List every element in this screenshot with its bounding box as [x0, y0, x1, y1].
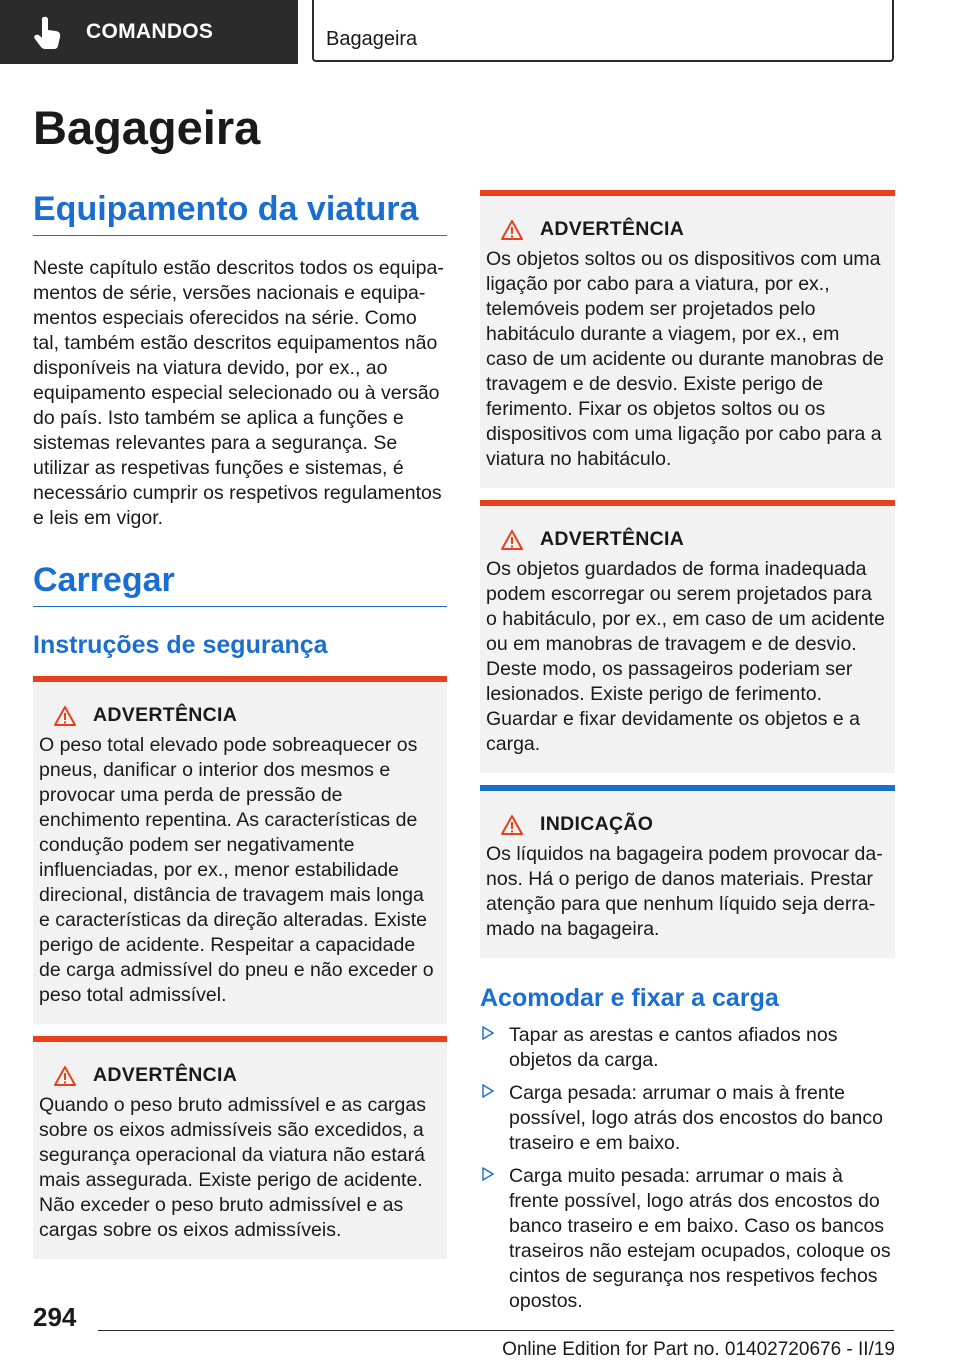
- warning-title: ADVERTÊNCIA: [93, 1064, 238, 1086]
- right-column: [480, 190, 895, 1322]
- warning-box-peso-bruto: [33, 1036, 447, 1259]
- warning-box-objetos-soltos: [480, 190, 895, 488]
- warning-box-peso-total: [33, 676, 447, 1024]
- heading-acomodar: Acomodar e fixar a carga: [480, 984, 779, 1012]
- left-column: [33, 190, 447, 1259]
- warning-triangle-icon: [500, 814, 524, 836]
- footer-divider: [98, 1330, 894, 1331]
- warning-triangle-icon: [53, 1065, 77, 1087]
- heading-equipamento: Equipamento da viatura: [33, 190, 447, 236]
- warning-box-objetos-guardados: [480, 500, 895, 773]
- list-item: [480, 1164, 895, 1314]
- heading-instrucoes-seguranca: Instruções de segurança: [33, 631, 328, 659]
- page-title: Bagageira: [33, 101, 261, 154]
- triangle-bullet-icon: [482, 1084, 494, 1098]
- steps-list: [480, 1023, 895, 1314]
- warning-triangle-icon: [500, 219, 524, 241]
- heading-carregar: Carregar: [33, 561, 447, 607]
- step-text: Carga muito pesada: arrumar o mais à frente possível, logo atrás dos encostos do banco traseiro e em baixo. Caso os bancos traseiros não estejam ocupados, coloque os cintos de segurança nos respetivos fechos opostos.: [509, 1165, 891, 1312]
- warning-text: Quando o peso bruto admissível e as cargas sobre os eixos admissíveis são excedidos, a segurança operacional da viatura não estará mais assegurada. Existe perigo de acidente. Não exceder o peso bruto admissível e as cargas sobre os eixos admissíveis.: [39, 1094, 426, 1241]
- subsection-header: [312, 0, 894, 62]
- note-box-liquidos: [480, 785, 895, 958]
- list-item: [480, 1081, 895, 1156]
- paragraph-equipamento: Neste capítulo estão descritos todos os equipamentos de série, versões nacionais e equipamentos especiais oferecidos na série. Como tal, também estão descritos equipamentos não disponíveis na viatura devido, por ex., ao equipamento especial selecionado ou à versão do país. Isto também se aplica a funções e sistemas relevantes para a segurança. Se utilizar as respetivas funções e sistemas, é necessário cumprir os respetivos regulamentos e leis em vigor.: [33, 257, 444, 529]
- warning-title: ADVERTÊNCIA: [540, 218, 685, 240]
- warning-triangle-icon: [53, 705, 77, 727]
- page-number: 294: [33, 1302, 77, 1332]
- note-text: Os líquidos na bagageira podem provocar danos. Há o perigo de danos materiais. Prestar atenção para que nenhum líquido seja derramado na bagageira.: [486, 843, 883, 940]
- section-label: COMANDOS: [86, 20, 214, 43]
- warning-title: ADVERTÊNCIA: [93, 704, 238, 726]
- edition-footer: Online Edition for Part no. 01402720676 - II/19: [502, 1339, 895, 1360]
- step-text: Tapar as arestas e cantos afiados nos objetos da carga.: [509, 1024, 838, 1071]
- subsection-label: Bagageira: [326, 28, 418, 50]
- warning-text: Os objetos guardados de forma inadequada podem escorregar ou serem projetados para o habitáculo, por ex., em caso de um acidente ou em manobras de travagem e de desvio. Deste modo, os passageiros poderiam ser lesionados. Existe perigo de ferimento. Guardar e fixar devidamente os objetos e a carga.: [486, 558, 885, 755]
- triangle-bullet-icon: [482, 1167, 494, 1181]
- warning-text: O peso total elevado pode sobreaquecer os pneus, danificar o interior dos mesmos e provocar uma perda de pressão de enchimento repentina. As características de condução podem ser negativamente influenciadas, por ex., menor estabilidade direcional, distância de travagem mais longa e características da direção alteradas. Existe perigo de acidente. Respeitar a capacidade de carga admissível do pneu e não exceder o peso total admissível.: [39, 734, 434, 1006]
- warning-triangle-icon: [500, 529, 524, 551]
- hand-pointer-icon: [34, 12, 74, 52]
- list-item: [480, 1023, 895, 1073]
- triangle-bullet-icon: [482, 1026, 494, 1040]
- section-header-tab: [0, 0, 298, 64]
- note-title: INDICAÇÃO: [540, 813, 654, 835]
- step-text: Carga pesada: arrumar o mais à frente possível, logo atrás dos encostos do banco traseiro e em baixo.: [509, 1082, 883, 1154]
- warning-title: ADVERTÊNCIA: [540, 528, 685, 550]
- warning-text: Os objetos soltos ou os dispositivos com uma ligação por cabo para a viatura, por ex., telemóveis podem ser projetados pelo habitáculo durante a viagem, por ex., em caso de um acidente ou durante manobras de travagem e de desvio. Existe perigo de ferimento. Fixar os objetos soltos ou os dispositivos com uma ligação por cabo para a viatura no habitáculo.: [486, 248, 884, 470]
